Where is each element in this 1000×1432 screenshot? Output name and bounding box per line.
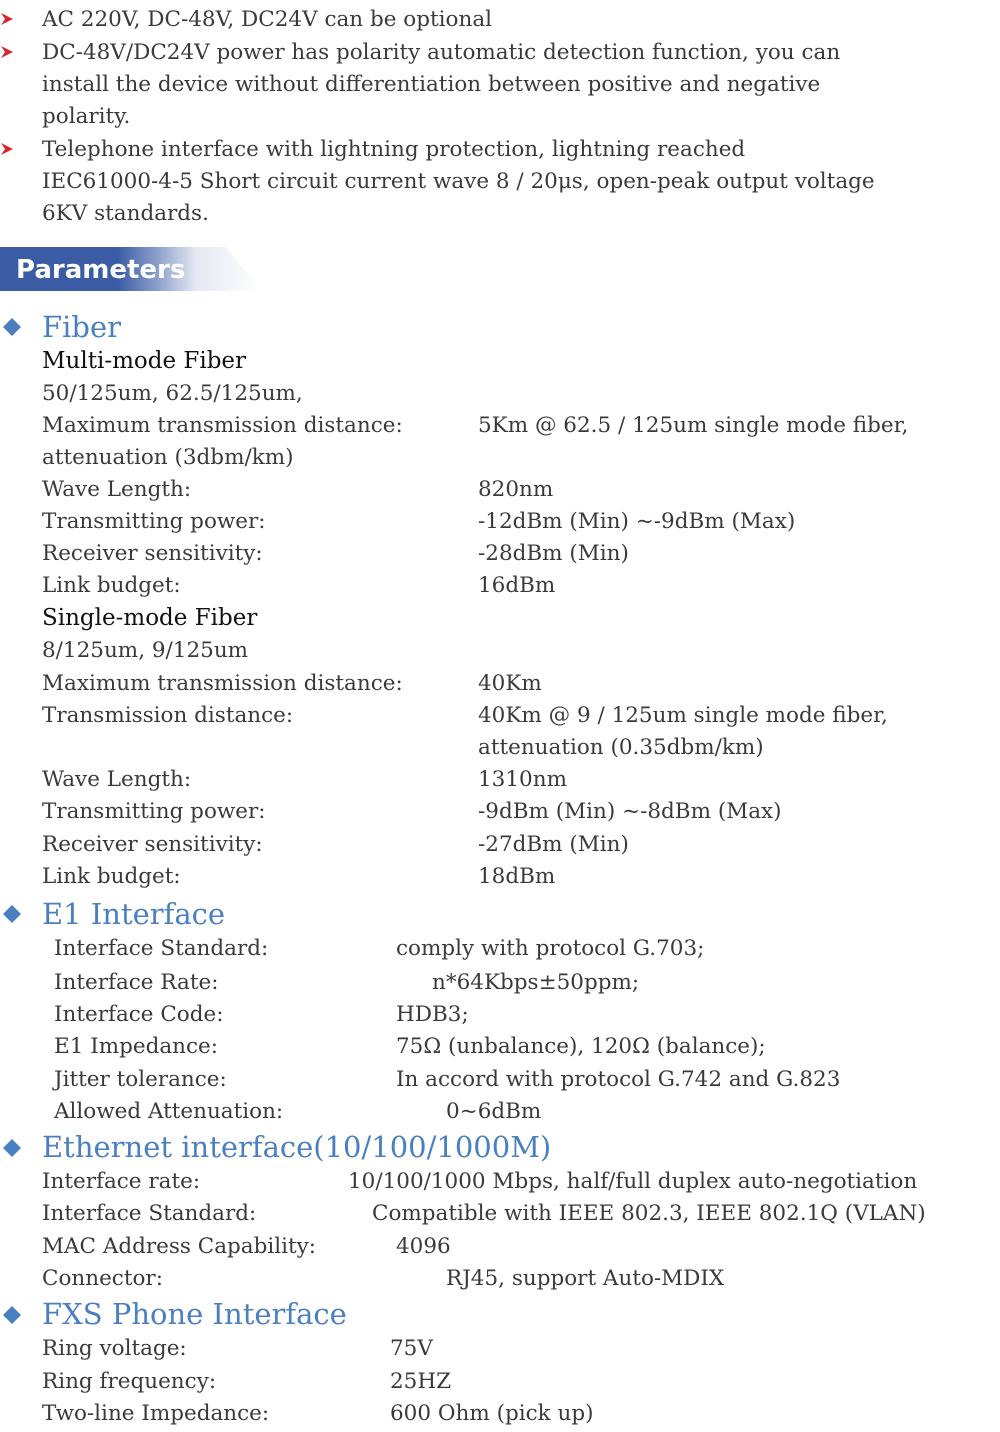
param-label: Receiver sensitivity:: [42, 832, 263, 857]
param-value: 25HZ: [390, 1369, 452, 1394]
param-label: Two-line Impedance:: [42, 1401, 270, 1426]
bullet-line: 6KV standards.: [42, 201, 209, 226]
param-value: 4096: [396, 1234, 451, 1259]
param-value: 75V: [390, 1336, 433, 1361]
param-value: 16dBm: [478, 573, 556, 598]
param-value: -27dBm (Min): [478, 832, 629, 857]
param-label: E1 Impedance:: [54, 1034, 219, 1059]
param-value: n*64Kbps±50ppm;: [432, 970, 640, 995]
diamond-bullet-icon: [3, 1138, 21, 1156]
fiber-spec: 8/125um, 9/125um: [42, 638, 249, 663]
param-value: 40Km @ 9 / 125um single mode fiber,: [478, 703, 888, 728]
param-label: Interface Standard:: [42, 1201, 257, 1226]
param-value: 1310nm: [478, 767, 567, 792]
param-value: 40Km: [478, 671, 542, 696]
fiber-spec: 50/125um, 62.5/125um,: [42, 381, 303, 406]
arrow-bullet-icon: [0, 45, 14, 59]
param-value: 0~6dBm: [446, 1099, 542, 1124]
subsection-title-single-mode: Single-mode Fiber: [42, 605, 258, 631]
param-label: MAC Address Capability:: [42, 1234, 317, 1259]
param-label: Transmission distance:: [42, 703, 294, 728]
param-value: 820nm: [478, 477, 554, 502]
param-label: Maximum transmission distance:: [42, 671, 403, 696]
param-value: 10/100/1000 Mbps, half/full duplex auto-negotiation: [348, 1169, 918, 1194]
section-title-fiber: Fiber: [42, 310, 121, 344]
param-label: Jitter tolerance:: [54, 1067, 227, 1092]
param-label: Link budget:: [42, 864, 181, 889]
param-value: HDB3;: [396, 1002, 469, 1027]
subsection-title-multi-mode: Multi-mode Fiber: [42, 348, 247, 374]
param-value: 5Km @ 62.5 / 125um single mode fiber,: [478, 413, 909, 438]
param-label: Interface Rate:: [54, 970, 219, 995]
arrow-bullet-icon: [0, 12, 14, 26]
section-title-ethernet: Ethernet interface(10/100/1000M): [42, 1130, 552, 1164]
param-label: Transmitting power:: [42, 799, 266, 824]
arrow-bullet-icon: [0, 142, 14, 156]
param-value: In accord with protocol G.742 and G.823: [396, 1067, 841, 1092]
bullet-line: install the device without differentiation between positive and negative: [42, 72, 821, 97]
param-label: Interface Code:: [54, 1002, 224, 1027]
param-label: Ring voltage:: [42, 1336, 187, 1361]
section-title-fxs: FXS Phone Interface: [42, 1297, 347, 1331]
bullet-line: AC 220V, DC-48V, DC24V can be optional: [42, 7, 493, 32]
bullet-line: DC-48V/DC24V power has polarity automatic detection function, you can: [42, 40, 841, 65]
param-label: Wave Length:: [42, 477, 192, 502]
param-label: Allowed Attenuation:: [54, 1099, 284, 1124]
param-label: attenuation (3dbm/km): [42, 445, 294, 470]
param-label: Receiver sensitivity:: [42, 541, 263, 566]
bullet-line: polarity.: [42, 104, 131, 129]
param-value: 600 Ohm (pick up): [390, 1401, 594, 1426]
diamond-bullet-icon: [3, 317, 21, 335]
param-value: 18dBm: [478, 864, 556, 889]
bullet-line: Telephone interface with lightning protection, lightning reached: [42, 137, 746, 162]
diamond-bullet-icon: [3, 904, 21, 922]
param-value: attenuation (0.35dbm/km): [478, 735, 764, 760]
param-value: 75Ω (unbalance), 120Ω (balance);: [396, 1034, 766, 1059]
param-label: Interface Standard:: [54, 936, 269, 961]
param-label: Wave Length:: [42, 767, 192, 792]
param-value: comply with protocol G.703;: [396, 936, 705, 961]
param-value: Compatible with IEEE 802.3, IEEE 802.1Q (VLAN): [372, 1201, 926, 1226]
parameters-banner-title: Parameters: [16, 255, 186, 285]
param-label: Interface rate:: [42, 1169, 201, 1194]
param-label: Link budget:: [42, 573, 181, 598]
param-value: RJ45, support Auto-MDIX: [446, 1266, 725, 1291]
section-title-e1: E1 Interface: [42, 897, 226, 931]
param-label: Ring frequency:: [42, 1369, 217, 1394]
param-label: Connector:: [42, 1266, 163, 1291]
param-value: -12dBm (Min) ~-9dBm (Max): [478, 509, 796, 534]
param-value: -9dBm (Min) ~-8dBm (Max): [478, 799, 782, 824]
diamond-bullet-icon: [3, 1305, 21, 1323]
param-label: Transmitting power:: [42, 509, 266, 534]
bullet-line: IEC61000-4-5 Short circuit current wave 8 / 20μs, open-peak output voltage: [42, 169, 875, 194]
param-value: -28dBm (Min): [478, 541, 629, 566]
param-label: Maximum transmission distance:: [42, 413, 403, 438]
